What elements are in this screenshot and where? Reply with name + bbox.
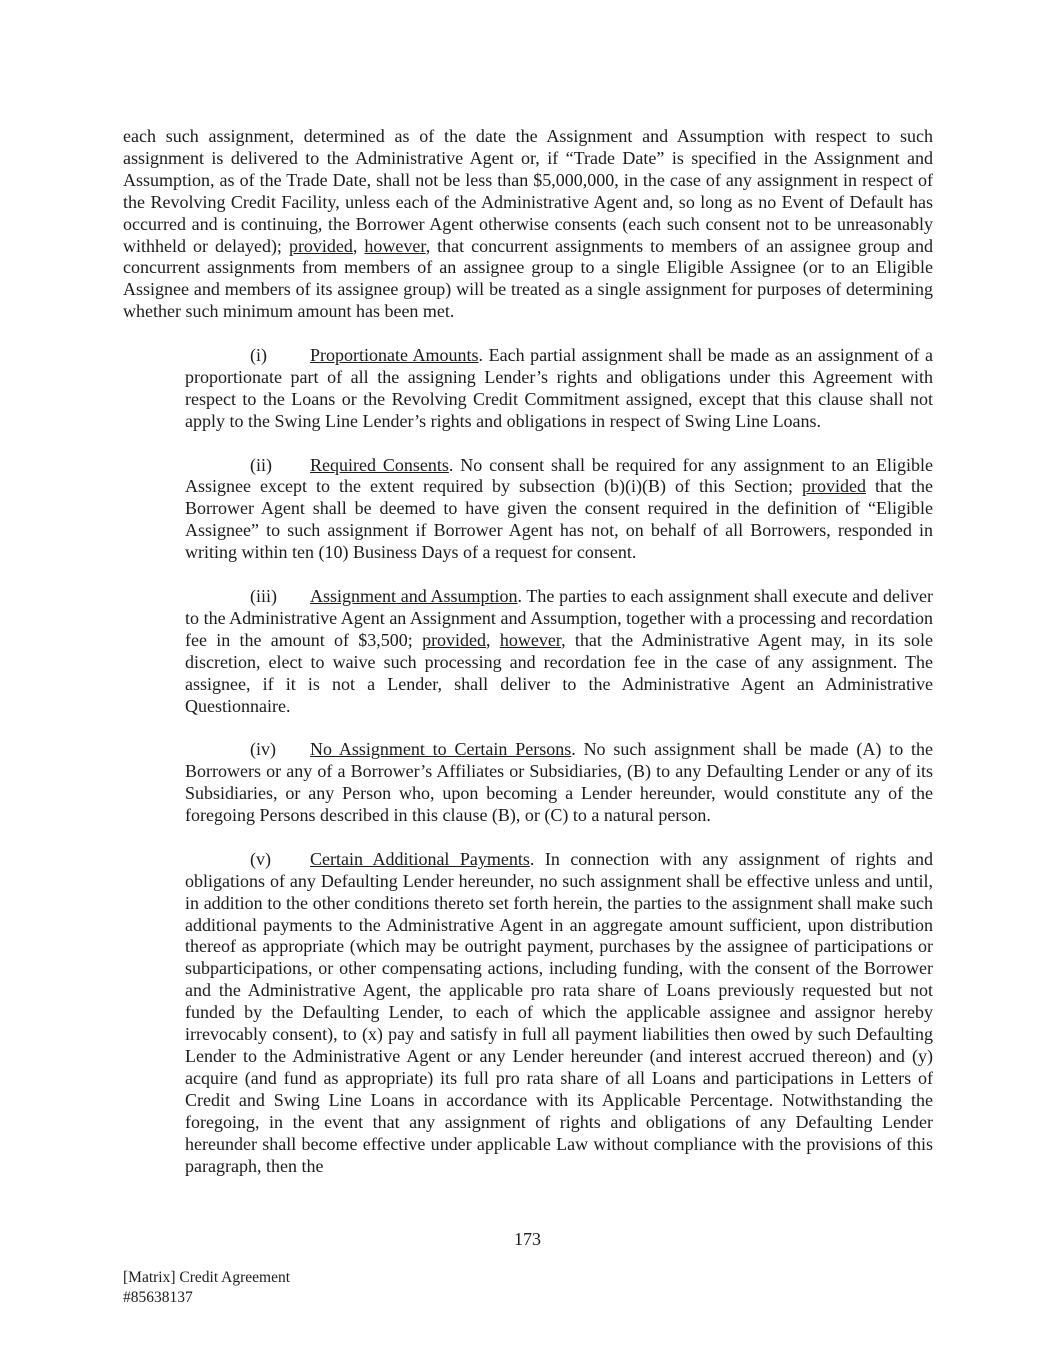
underlined-text: Proportionate Amounts	[310, 345, 479, 366]
underlined-text: provided	[288, 235, 353, 256]
body-text: . Each partial assignment shall be made as an assignment of a proportionate part of all the assigning Lender’s rights and obligations under this Agreement with respect to the Loans or the Revolving Credit Commitment assigned, except that this clause shall not apply to the Swing Line Lender’s rights and obligations in respect of Swing Line Loans.	[185, 345, 933, 431]
body-text: . No such assignment shall be made (A) to the Borrowers or any of a Borrower’s Affiliates or Subsidiaries, (B) to any Defaulting Lender or any of its Subsidiaries, or any Person who, upon becoming a Lender hereunder, would constitute any of the foregoing Persons described in this clause (B), or (C) to a natural person.	[185, 739, 933, 826]
underlined-text: however	[364, 235, 426, 256]
list-marker: (v)	[250, 848, 271, 869]
subsection-iii	[185, 586, 933, 717]
underlined-text: provided	[802, 476, 866, 497]
list-marker: (iv)	[250, 739, 276, 760]
body-text: . No consent shall be required for any assignment to an Eligible Assignee except to the extent required by subsection (b)(i)(B) of this Section;	[185, 454, 933, 497]
underlined-text: No Assignment to Certain Persons	[310, 739, 572, 760]
body-text: ,	[486, 629, 500, 650]
underlined-text: provided	[422, 629, 487, 650]
document-footer	[123, 1268, 290, 1308]
page-number: 173	[514, 1229, 541, 1249]
list-marker: (ii)	[250, 454, 272, 475]
body-text: that the Borrower Agent shall be deemed to have given the consent required in the definition of “Eligible Assignee” to such assignment if Borrower Agent has not, on behalf of all Borrowers, responded in writing within ten (10) Business Days of a request for consent.	[185, 476, 933, 563]
body-text: , that the Administrative Agent may, in its sole discretion, elect to waive such processing and recordation fee in the case of any assignment. The assignee, if it is not a Lender, shall deliver to the Administrative Agent an Administrative Questionnaire.	[185, 629, 934, 716]
subsection-ii	[185, 455, 933, 565]
underlined-text: Assignment and Assumption	[310, 585, 518, 606]
underlined-text: however	[499, 629, 562, 650]
body-text: . In connection with any assignment of rights and obligations of any Defaulting Lender hereunder, no such assignment shall be effective unless and until, in addition to the other conditions thereto set forth herein, the parties to the assignment shall make such additional payments to the Administrative Agent in an aggregate amount sufficient, upon distribution thereof as appropriate (which may be outright payment, purchases by the assignee of participations or subparticipations, or other compensating actions, including funding, with the consent of the Borrower and the Administrative Agent, the applicable pro rata share of Loans previously requested but not funded by the Defaulting Lender, to each of which the applicable assignee and assignor hereby irrevocably consent), to (x) pay and satisfy in full all payment liabilities then owed by such Defaulting Lender to the Administrative Agent or any Lender hereunder (and interest accrued thereon) and (y) acquire (and fund as appropriate) its full pro rata share of all Loans and participations in Letters of Credit and Swing Line Loans in accordance with its Applicable Percentage. Notwithstanding the foregoing, in the event that any assignment of rights and obligations of any Defaulting Lender hereunder shall become effective under applicable Law without compliance with the provisions of this paragraph, then the	[185, 848, 933, 1176]
body-text: , that concurrent assignments to members of an assignee group and concurrent assignments from members of an assignee group to a single Eligible Assignee (or to an Eligible Assignee and members of its assignee group) will be treated as a single assignment for purposes of determining whether such minimum amount has been met.	[123, 235, 934, 322]
subsection-iv	[185, 739, 933, 827]
footer-doc-title: [Matrix] Credit Agreement	[123, 1269, 291, 1286]
intro-paragraph	[123, 126, 933, 323]
body-text: each such assignment, determined as of the date the Assignment and Assumption with respect to such assignment is delivered to the Administrative Agent or, if “Trade Date” is specified in the Assignment and Assumption, as of the Trade Date, shall not be less than $5,000,000, in the case of any assignment in respect of the Revolving Credit Facility, unless each of the Administrative Agent and, so long as no Event of Default has occurred and is continuing, the Borrower Agent otherwise consents (each such consent not to be unreasonably withheld or delayed);	[123, 126, 933, 256]
subsection-i	[185, 345, 933, 433]
body-text: ,	[352, 235, 365, 256]
body-text: . The parties to each assignment shall execute and deliver to the Administrative Agent an Assignment and Assumption, together with a processing and recordation fee in the amount of $3,500;	[185, 585, 933, 650]
document-body	[123, 126, 933, 1199]
list-marker: (i)	[250, 345, 267, 366]
list-marker: (iii)	[250, 585, 277, 606]
subsection-v	[185, 849, 933, 1178]
underlined-text: Certain Additional Payments	[310, 848, 530, 869]
footer-doc-id: #85638137	[123, 1289, 193, 1306]
underlined-text: Required Consents	[310, 454, 449, 475]
